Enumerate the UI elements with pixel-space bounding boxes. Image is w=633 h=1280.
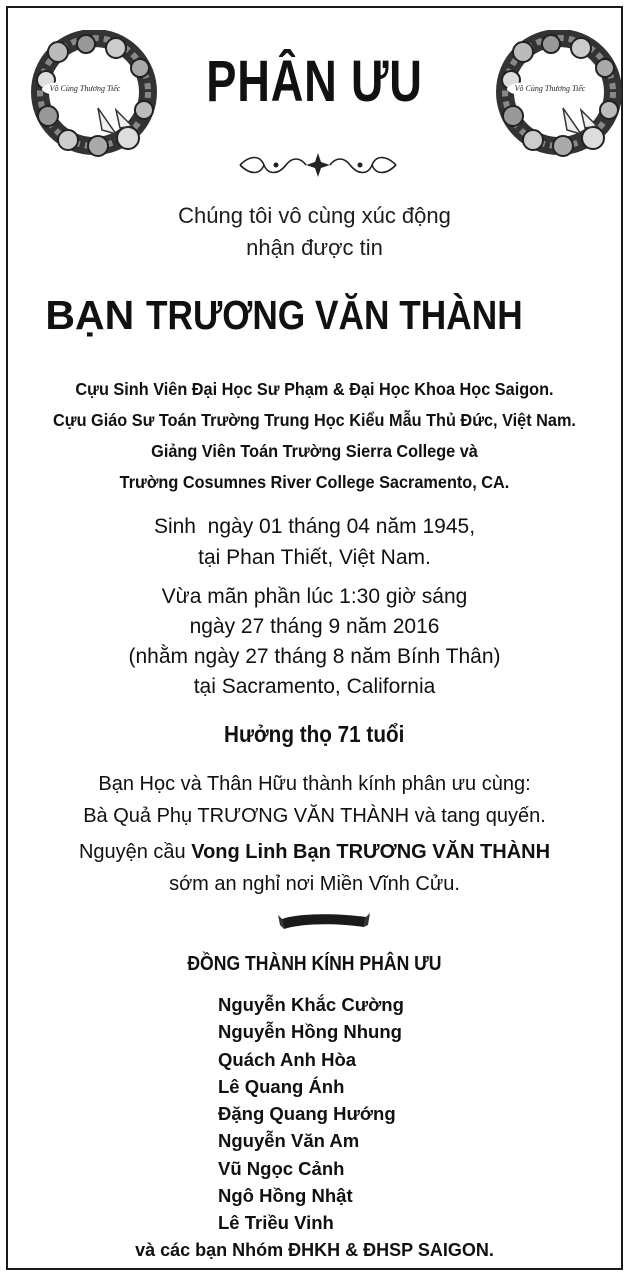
birth-line-1: Sinh ngày 01 tháng 04 năm 1945, — [153, 515, 476, 538]
death-line-2: ngày 27 tháng 9 năm 2016 — [189, 615, 440, 638]
page-title: PHÂN ƯU — [206, 49, 423, 114]
intro-line-1: Chúng tôi vô cùng xúc động — [178, 203, 451, 228]
deceased-name — [8, 292, 621, 339]
death-line-4: tại Sacramento, California — [193, 675, 436, 698]
prayer-line-1 — [8, 836, 621, 868]
signatories-heading — [8, 953, 621, 976]
wreath-banner-text-right: Vô Cùng Thương Tiếc — [507, 80, 593, 98]
prayer-prefix: Nguyện cầu — [78, 841, 192, 863]
intro-text — [8, 200, 621, 264]
flower-wreath-right — [493, 30, 625, 158]
list-item: Ngô Hồng Nhật — [218, 1185, 353, 1207]
list-item: Nguyễn Hồng Nhung — [218, 1021, 402, 1043]
death-line-1: Vừa mãn phần lúc 1:30 giờ sáng — [161, 585, 468, 608]
condolence-text — [8, 768, 621, 832]
list-item: Đặng Quang Hướng — [218, 1103, 396, 1125]
list-item: Quách Anh Hòa — [218, 1048, 357, 1070]
signatories-list — [218, 991, 404, 1237]
list-item: Vũ Ngọc Cảnh — [218, 1157, 345, 1179]
death-line-3: (nhằm ngày 27 tháng 8 năm Bính Thân) — [128, 645, 501, 668]
list-item: Nguyễn Văn Am — [218, 1130, 360, 1152]
signatories-heading-text: ĐỒNG THÀNH KÍNH PHÂN ƯU — [187, 953, 442, 975]
obituary-notice — [6, 6, 623, 1270]
deceased-prefix: BẠN — [45, 292, 135, 338]
ornament-divider-icon — [236, 151, 400, 179]
condolence-line-1: Bạn Học và Thân Hữu thành kính phân ưu cùng: — [98, 773, 531, 795]
birth-info — [8, 511, 621, 573]
deceased-full-name: TRƯƠNG VĂN THÀNH — [145, 292, 523, 338]
list-item: Lê Quang Ánh — [218, 1075, 345, 1097]
prayer-bold: Vong Linh Bạn TRƯƠNG VĂN THÀNH — [191, 841, 551, 863]
condolence-line-2: Bà Quả Phụ TRƯƠNG VĂN THÀNH và tang quyến. — [83, 805, 546, 827]
age-text: Hưởng thọ 71 tuổi — [224, 721, 405, 747]
bio-line-3: Giảng Viên Toán Trường Sierra College và — [151, 441, 478, 461]
intro-line-2: nhận được tin — [246, 235, 383, 260]
signatories-closing: và các bạn Nhóm ĐHKH & ĐHSP SAIGON. — [135, 1240, 494, 1260]
wreath-banner-text-left: Vô Cùng Thương Tiếc — [42, 80, 128, 98]
bio-line-1: Cựu Sinh Viên Đại Học Sư Phạm & Đại Học Khoa Học Saigon. — [75, 379, 554, 399]
birth-line-2: tại Phan Thiết, Việt Nam. — [198, 546, 431, 569]
bio-line-2: Cựu Giáo Sư Toán Trường Trung Học Kiểu Mẫu Thủ Đức, Việt Nam. — [53, 410, 576, 430]
prayer-line-2: sớm an nghỉ nơi Miền Vĩnh Cửu. — [169, 873, 460, 895]
death-info — [8, 582, 621, 702]
age-at-death — [8, 721, 621, 748]
prayer-text — [8, 836, 621, 900]
biography — [8, 374, 621, 498]
bio-line-4: Trường Cosumnes River College Sacramento, CA. — [119, 472, 510, 492]
list-item: Lê Triều Vinh — [218, 1212, 334, 1234]
mourning-ribbon-icon — [278, 911, 370, 935]
list-item: Nguyễn Khắc Cường — [218, 994, 404, 1015]
